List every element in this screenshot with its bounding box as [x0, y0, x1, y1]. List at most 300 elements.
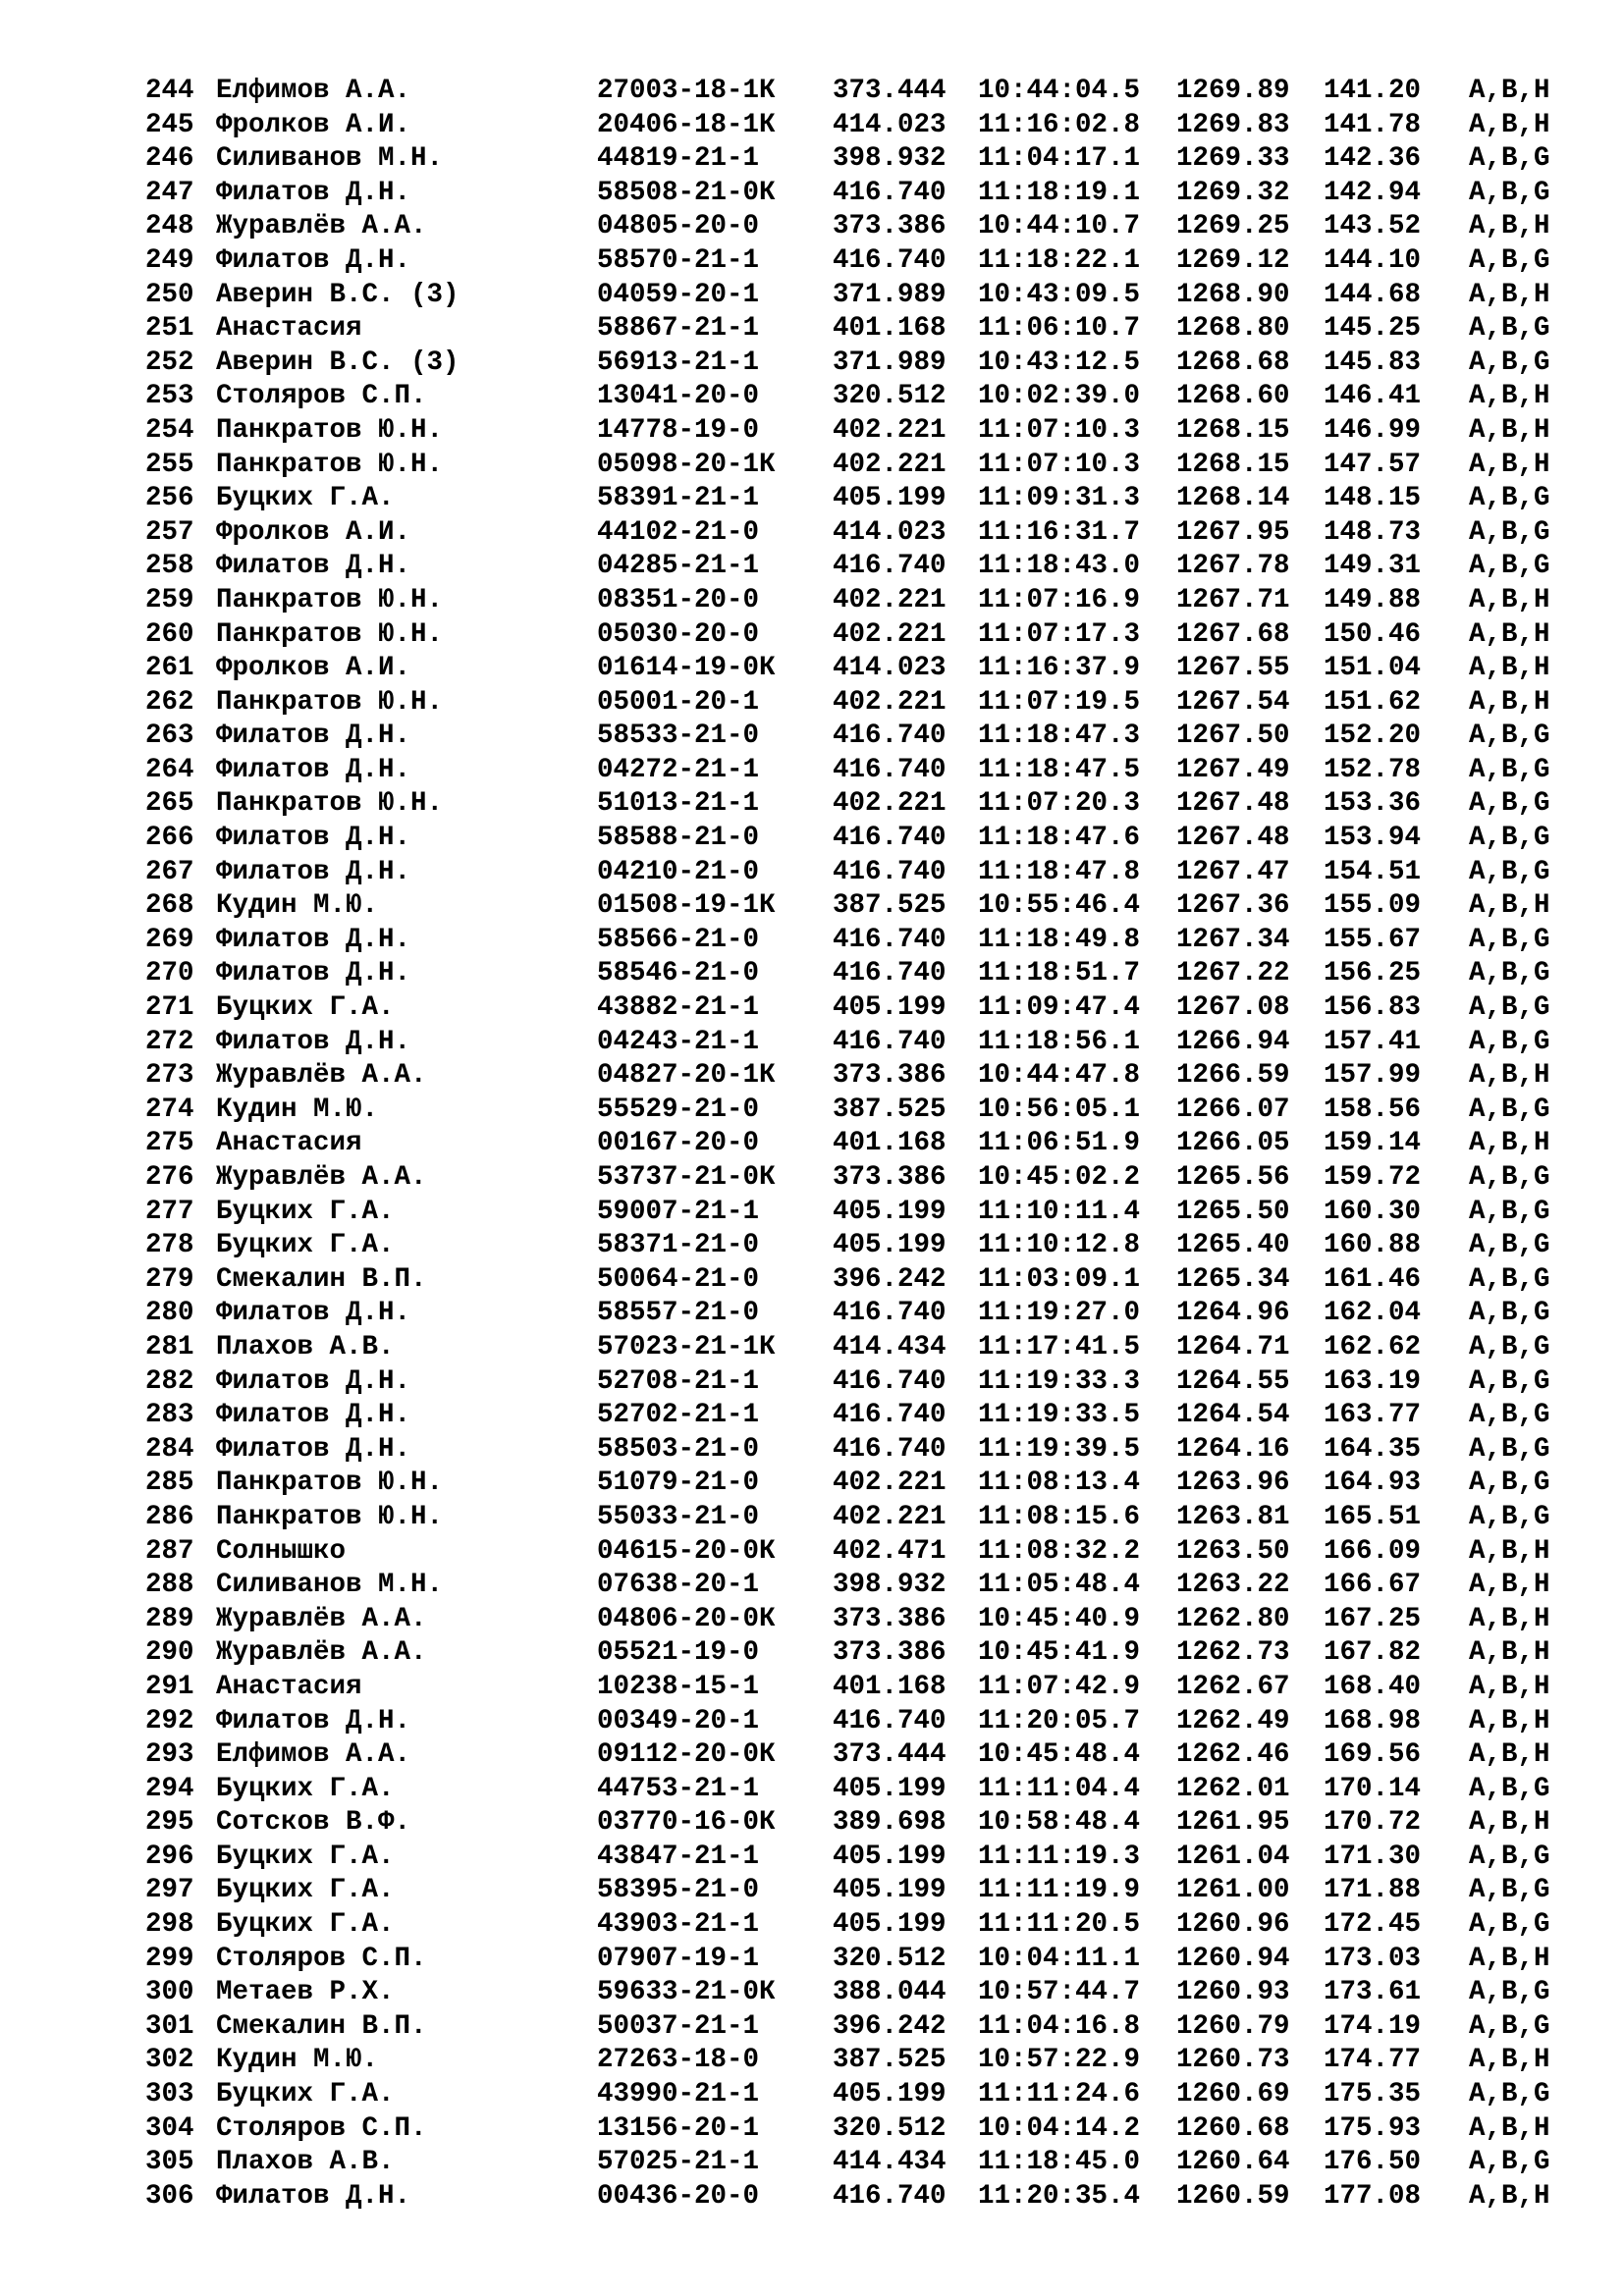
ring-number-cell: 58546-21-0 [597, 958, 760, 989]
fancier-name-cell: Журавлёв А.А. [216, 1603, 427, 1634]
coefficient-cell: 175.35 [1324, 2079, 1422, 2110]
arrival-time-cell: 11:18:47.3 [978, 721, 1141, 752]
place-cell: 288 [145, 1570, 194, 1601]
distance-cell: 405.199 [833, 1230, 947, 1261]
ring-number-cell: 57025-21-1 [597, 2147, 760, 2178]
table-row [145, 1059, 1559, 1094]
coefficient-cell: 155.09 [1324, 890, 1422, 922]
coefficient-cell: 152.20 [1324, 721, 1422, 752]
arrival-time-cell: 10:04:14.2 [978, 2112, 1141, 2144]
categories-cell: A,B,G [1469, 1230, 1550, 1261]
arrival-time-cell: 10:44:04.5 [978, 76, 1141, 106]
fancier-name-cell: Журавлёв А.А. [216, 1162, 427, 1193]
categories-cell: A,B,G [1469, 788, 1550, 820]
coefficient-cell: 154.51 [1324, 856, 1422, 887]
categories-cell: A,B,G [1469, 823, 1550, 854]
arrival-time-cell: 11:18:45.0 [978, 2147, 1141, 2178]
categories-cell: A,B,G [1469, 177, 1550, 208]
speed-cell: 1262.49 [1176, 1705, 1290, 1736]
distance-cell: 405.199 [833, 483, 947, 514]
categories-cell: A,B,H [1469, 1060, 1550, 1092]
table-row [145, 1908, 1559, 1943]
arrival-time-cell: 11:18:22.1 [978, 244, 1141, 276]
ring-number-cell: 53737-21-0К [597, 1162, 776, 1193]
categories-cell: A,B,G [1469, 1298, 1550, 1329]
table-row [145, 584, 1559, 618]
coefficient-cell: 173.03 [1324, 1943, 1422, 1974]
coefficient-cell: 164.93 [1324, 1468, 1422, 1499]
place-cell: 247 [145, 177, 194, 208]
speed-cell: 1267.54 [1176, 686, 1290, 718]
ring-number-cell: 13156-20-1 [597, 2112, 760, 2144]
place-cell: 292 [145, 1705, 194, 1736]
categories-cell: A,B,G [1469, 347, 1550, 378]
fancier-name-cell: Филатов Д.Н. [216, 856, 411, 887]
categories-cell: A,B,G [1469, 1433, 1550, 1465]
place-cell: 253 [145, 381, 194, 412]
place-cell: 252 [145, 347, 194, 378]
place-cell: 280 [145, 1298, 194, 1329]
speed-cell: 1261.00 [1176, 1875, 1290, 1906]
table-row [145, 1263, 1559, 1298]
table-row [145, 787, 1559, 822]
place-cell: 278 [145, 1230, 194, 1261]
distance-cell: 416.740 [833, 2180, 947, 2212]
speed-cell: 1267.36 [1176, 890, 1290, 922]
distance-cell: 416.740 [833, 721, 947, 752]
speed-cell: 1260.93 [1176, 1977, 1290, 2008]
distance-cell: 414.434 [833, 1331, 947, 1362]
place-cell: 283 [145, 1400, 194, 1431]
speed-cell: 1267.71 [1176, 584, 1290, 615]
place-cell: 306 [145, 2180, 194, 2212]
coefficient-cell: 167.25 [1324, 1603, 1422, 1634]
table-row [145, 177, 1559, 211]
fancier-name-cell: Филатов Д.Н. [216, 551, 411, 582]
categories-cell: A,B,G [1469, 143, 1550, 175]
table-row [145, 210, 1559, 244]
table-row [145, 1671, 1559, 1705]
distance-cell: 416.740 [833, 856, 947, 887]
place-cell: 291 [145, 1671, 194, 1702]
speed-cell: 1265.50 [1176, 1196, 1290, 1227]
fancier-name-cell: Анастасия [216, 1128, 362, 1159]
place-cell: 273 [145, 1060, 194, 1092]
ring-number-cell: 44102-21-0 [597, 516, 760, 548]
categories-cell: A,B,G [1469, 856, 1550, 887]
place-cell: 244 [145, 76, 194, 106]
ring-number-cell: 10238-15-1 [597, 1671, 760, 1702]
fancier-name-cell: Аверин В.С. (3) [216, 347, 460, 378]
coefficient-cell: 147.57 [1324, 449, 1422, 480]
distance-cell: 405.199 [833, 992, 947, 1024]
fancier-name-cell: Кудин М.Ю. [216, 2045, 379, 2076]
coefficient-cell: 153.94 [1324, 823, 1422, 854]
table-row [145, 1636, 1559, 1671]
ring-number-cell: 43882-21-1 [597, 992, 760, 1024]
speed-cell: 1262.73 [1176, 1637, 1290, 1669]
arrival-time-cell: 11:06:51.9 [978, 1128, 1141, 1159]
categories-cell: A,B,G [1469, 483, 1550, 514]
ring-number-cell: 04243-21-1 [597, 1026, 760, 1057]
fancier-name-cell: Филатов Д.Н. [216, 1026, 411, 1057]
coefficient-cell: 157.99 [1324, 1060, 1422, 1092]
categories-cell: A,B,G [1469, 2147, 1550, 2178]
categories-cell: A,B,H [1469, 1535, 1550, 1567]
coefficient-cell: 173.61 [1324, 1977, 1422, 2008]
fancier-name-cell: Филатов Д.Н. [216, 823, 411, 854]
categories-cell: A,B,G [1469, 1400, 1550, 1431]
coefficient-cell: 142.36 [1324, 143, 1422, 175]
categories-cell: A,B,G [1469, 1196, 1550, 1227]
speed-cell: 1260.96 [1176, 1909, 1290, 1941]
speed-cell: 1263.81 [1176, 1501, 1290, 1532]
ring-number-cell: 27003-18-1К [597, 76, 776, 106]
ring-number-cell: 05521-19-0 [597, 1637, 760, 1669]
coefficient-cell: 168.98 [1324, 1705, 1422, 1736]
arrival-time-cell: 11:08:32.2 [978, 1535, 1141, 1567]
arrival-time-cell: 11:11:04.4 [978, 1773, 1141, 1804]
table-row [145, 2180, 1559, 2215]
speed-cell: 1266.05 [1176, 1128, 1290, 1159]
fancier-name-cell: Журавлёв А.А. [216, 211, 427, 242]
place-cell: 290 [145, 1637, 194, 1669]
place-cell: 299 [145, 1943, 194, 1974]
speed-cell: 1267.95 [1176, 516, 1290, 548]
speed-cell: 1260.68 [1176, 2112, 1290, 2144]
coefficient-cell: 158.56 [1324, 1094, 1422, 1125]
table-row [145, 1603, 1559, 1637]
arrival-time-cell: 11:04:17.1 [978, 143, 1141, 175]
ring-number-cell: 44753-21-1 [597, 1773, 760, 1804]
table-row [145, 2112, 1559, 2147]
speed-cell: 1267.22 [1176, 958, 1290, 989]
fancier-name-cell: Панкратов Ю.Н. [216, 449, 444, 480]
distance-cell: 402.221 [833, 584, 947, 615]
speed-cell: 1268.90 [1176, 279, 1290, 310]
speed-cell: 1260.69 [1176, 2079, 1290, 2110]
coefficient-cell: 174.19 [1324, 2010, 1422, 2042]
table-row [145, 1501, 1559, 1535]
distance-cell: 405.199 [833, 1841, 947, 1872]
fancier-name-cell: Смекалин В.П. [216, 1263, 427, 1295]
results-table [145, 75, 1559, 2214]
ring-number-cell: 05098-20-1К [597, 449, 776, 480]
distance-cell: 387.525 [833, 2045, 947, 2076]
categories-cell: A,B,G [1469, 721, 1550, 752]
speed-cell: 1267.48 [1176, 823, 1290, 854]
place-cell: 282 [145, 1365, 194, 1397]
table-row [145, 414, 1559, 449]
coefficient-cell: 146.99 [1324, 414, 1422, 446]
fancier-name-cell: Филатов Д.Н. [216, 244, 411, 276]
place-cell: 289 [145, 1603, 194, 1634]
table-row [145, 1569, 1559, 1603]
coefficient-cell: 171.88 [1324, 1875, 1422, 1906]
coefficient-cell: 151.62 [1324, 686, 1422, 718]
table-row [145, 1433, 1559, 1468]
arrival-time-cell: 11:19:39.5 [978, 1433, 1141, 1465]
arrival-time-cell: 10:04:11.1 [978, 1943, 1141, 1974]
speed-cell: 1268.14 [1176, 483, 1290, 514]
fancier-name-cell: Буцких Г.А. [216, 1909, 395, 1941]
table-row [145, 652, 1559, 686]
distance-cell: 402.221 [833, 686, 947, 718]
coefficient-cell: 157.41 [1324, 1026, 1422, 1057]
place-cell: 271 [145, 992, 194, 1024]
fancier-name-cell: Панкратов Ю.Н. [216, 618, 444, 650]
place-cell: 264 [145, 754, 194, 785]
arrival-time-cell: 11:16:02.8 [978, 109, 1141, 140]
distance-cell: 396.242 [833, 1263, 947, 1295]
ring-number-cell: 59007-21-1 [597, 1196, 760, 1227]
categories-cell: A,B,H [1469, 1128, 1550, 1159]
distance-cell: 373.386 [833, 1603, 947, 1634]
place-cell: 245 [145, 109, 194, 140]
coefficient-cell: 163.77 [1324, 1400, 1422, 1431]
place-cell: 270 [145, 958, 194, 989]
table-row [145, 1127, 1559, 1161]
arrival-time-cell: 11:07:19.5 [978, 686, 1141, 718]
ring-number-cell: 51013-21-1 [597, 788, 760, 820]
speed-cell: 1268.60 [1176, 381, 1290, 412]
coefficient-cell: 149.31 [1324, 551, 1422, 582]
arrival-time-cell: 10:45:41.9 [978, 1637, 1141, 1669]
table-row [145, 957, 1559, 991]
ring-number-cell: 52702-21-1 [597, 1400, 760, 1431]
distance-cell: 414.023 [833, 653, 947, 684]
coefficient-cell: 159.72 [1324, 1162, 1422, 1193]
speed-cell: 1263.22 [1176, 1570, 1290, 1601]
speed-cell: 1265.40 [1176, 1230, 1290, 1261]
table-row [145, 1976, 1559, 2010]
coefficient-cell: 143.52 [1324, 211, 1422, 242]
speed-cell: 1263.96 [1176, 1468, 1290, 1499]
fancier-name-cell: Филатов Д.Н. [216, 1298, 411, 1329]
fancier-name-cell: Филатов Д.Н. [216, 754, 411, 785]
ring-number-cell: 01614-19-0К [597, 653, 776, 684]
distance-cell: 416.740 [833, 1365, 947, 1397]
speed-cell: 1260.59 [1176, 2180, 1290, 2212]
distance-cell: 402.221 [833, 1468, 947, 1499]
arrival-time-cell: 11:18:56.1 [978, 1026, 1141, 1057]
place-cell: 274 [145, 1094, 194, 1125]
categories-cell: A,B,G [1469, 244, 1550, 276]
fancier-name-cell: Сотсков В.Ф. [216, 1807, 411, 1839]
ring-number-cell: 58533-21-0 [597, 721, 760, 752]
speed-cell: 1267.48 [1176, 788, 1290, 820]
speed-cell: 1260.94 [1176, 1943, 1290, 1974]
coefficient-cell: 162.04 [1324, 1298, 1422, 1329]
speed-cell: 1264.71 [1176, 1331, 1290, 1362]
coefficient-cell: 148.15 [1324, 483, 1422, 514]
coefficient-cell: 145.25 [1324, 313, 1422, 345]
categories-cell: A,B,G [1469, 313, 1550, 345]
speed-cell: 1269.83 [1176, 109, 1290, 140]
categories-cell: A,B,G [1469, 924, 1550, 955]
place-cell: 277 [145, 1196, 194, 1227]
coefficient-cell: 145.83 [1324, 347, 1422, 378]
distance-cell: 405.199 [833, 1909, 947, 1941]
coefficient-cell: 142.94 [1324, 177, 1422, 208]
coefficient-cell: 160.88 [1324, 1230, 1422, 1261]
speed-cell: 1269.32 [1176, 177, 1290, 208]
categories-cell: A,B,G [1469, 1501, 1550, 1532]
table-row [145, 1026, 1559, 1060]
ring-number-cell: 44819-21-1 [597, 143, 760, 175]
place-cell: 285 [145, 1468, 194, 1499]
categories-cell: A,B,G [1469, 2079, 1550, 2110]
arrival-time-cell: 11:11:20.5 [978, 1909, 1141, 1941]
place-cell: 298 [145, 1909, 194, 1941]
fancier-name-cell: Фролков А.И. [216, 516, 411, 548]
coefficient-cell: 174.77 [1324, 2045, 1422, 2076]
place-cell: 254 [145, 414, 194, 446]
arrival-time-cell: 11:18:49.8 [978, 924, 1141, 955]
coefficient-cell: 166.67 [1324, 1570, 1422, 1601]
table-row [145, 1161, 1559, 1196]
speed-cell: 1264.16 [1176, 1433, 1290, 1465]
speed-cell: 1260.79 [1176, 2010, 1290, 2042]
place-cell: 287 [145, 1535, 194, 1567]
fancier-name-cell: Филатов Д.Н. [216, 721, 411, 752]
categories-cell: A,B,G [1469, 2010, 1550, 2042]
ring-number-cell: 50064-21-0 [597, 1263, 760, 1295]
speed-cell: 1267.47 [1176, 856, 1290, 887]
place-cell: 260 [145, 618, 194, 650]
distance-cell: 416.740 [833, 924, 947, 955]
place-cell: 246 [145, 143, 194, 175]
arrival-time-cell: 11:18:47.5 [978, 754, 1141, 785]
speed-cell: 1261.95 [1176, 1807, 1290, 1839]
place-cell: 259 [145, 584, 194, 615]
place-cell: 266 [145, 823, 194, 854]
fancier-name-cell: Филатов Д.Н. [216, 1705, 411, 1736]
table-row [145, 1365, 1559, 1400]
fancier-name-cell: Филатов Д.Н. [216, 1365, 411, 1397]
coefficient-cell: 141.78 [1324, 109, 1422, 140]
fancier-name-cell: Столяров С.П. [216, 381, 427, 412]
table-row [145, 2078, 1559, 2112]
categories-cell: A,B,G [1469, 1773, 1550, 1804]
ring-number-cell: 58588-21-0 [597, 823, 760, 854]
arrival-time-cell: 11:08:13.4 [978, 1468, 1141, 1499]
table-row [145, 1331, 1559, 1365]
arrival-time-cell: 10:45:02.2 [978, 1162, 1141, 1193]
ring-number-cell: 04272-21-1 [597, 754, 760, 785]
ring-number-cell: 57023-21-1К [597, 1331, 776, 1362]
ring-number-cell: 07907-19-1 [597, 1943, 760, 1974]
place-cell: 248 [145, 211, 194, 242]
distance-cell: 416.740 [833, 823, 947, 854]
place-cell: 301 [145, 2010, 194, 2042]
place-cell: 267 [145, 856, 194, 887]
distance-cell: 402.221 [833, 618, 947, 650]
fancier-name-cell: Метаев Р.Х. [216, 1977, 395, 2008]
table-row [145, 449, 1559, 483]
distance-cell: 373.386 [833, 1637, 947, 1669]
fancier-name-cell: Солнышко [216, 1535, 347, 1567]
ring-number-cell: 08351-20-0 [597, 584, 760, 615]
distance-cell: 416.740 [833, 1705, 947, 1736]
fancier-name-cell: Плахов А.В. [216, 2147, 395, 2178]
place-cell: 265 [145, 788, 194, 820]
arrival-time-cell: 11:04:16.8 [978, 2010, 1141, 2042]
distance-cell: 402.221 [833, 414, 947, 446]
coefficient-cell: 170.72 [1324, 1807, 1422, 1839]
arrival-time-cell: 11:11:19.3 [978, 1841, 1141, 1872]
ring-number-cell: 27263-18-0 [597, 2045, 760, 2076]
coefficient-cell: 164.35 [1324, 1433, 1422, 1465]
speed-cell: 1262.46 [1176, 1739, 1290, 1771]
arrival-time-cell: 11:05:48.4 [978, 1570, 1141, 1601]
table-row [145, 75, 1559, 109]
distance-cell: 402.221 [833, 788, 947, 820]
fancier-name-cell: Филатов Д.Н. [216, 2180, 411, 2212]
arrival-time-cell: 11:09:31.3 [978, 483, 1141, 514]
distance-cell: 373.386 [833, 1060, 947, 1092]
fancier-name-cell: Аверин В.С. (3) [216, 279, 460, 310]
ring-number-cell: 04059-20-1 [597, 279, 760, 310]
place-cell: 249 [145, 244, 194, 276]
categories-cell: A,B,H [1469, 76, 1550, 106]
coefficient-cell: 146.41 [1324, 381, 1422, 412]
arrival-time-cell: 11:07:42.9 [978, 1671, 1141, 1702]
ring-number-cell: 58867-21-1 [597, 313, 760, 345]
place-cell: 268 [145, 890, 194, 922]
fancier-name-cell: Панкратов Ю.Н. [216, 686, 444, 718]
ring-number-cell: 55033-21-0 [597, 1501, 760, 1532]
speed-cell: 1264.54 [1176, 1400, 1290, 1431]
speed-cell: 1263.50 [1176, 1535, 1290, 1567]
distance-cell: 387.525 [833, 890, 947, 922]
table-row [145, 312, 1559, 347]
table-row [145, 856, 1559, 890]
ring-number-cell: 59633-21-0К [597, 1977, 776, 2008]
ring-number-cell: 14778-19-0 [597, 414, 760, 446]
table-row [145, 1467, 1559, 1501]
ring-number-cell: 05030-20-0 [597, 618, 760, 650]
coefficient-cell: 152.78 [1324, 754, 1422, 785]
categories-cell: A,B,H [1469, 1807, 1550, 1839]
ring-number-cell: 05001-20-1 [597, 686, 760, 718]
distance-cell: 416.740 [833, 244, 947, 276]
distance-cell: 401.168 [833, 1671, 947, 1702]
ring-number-cell: 04615-20-0К [597, 1535, 776, 1567]
distance-cell: 401.168 [833, 313, 947, 345]
place-cell: 284 [145, 1433, 194, 1465]
distance-cell: 371.989 [833, 279, 947, 310]
fancier-name-cell: Филатов Д.Н. [216, 177, 411, 208]
speed-cell: 1261.04 [1176, 1841, 1290, 1872]
categories-cell: A,B,G [1469, 1365, 1550, 1397]
coefficient-cell: 177.08 [1324, 2180, 1422, 2212]
speed-cell: 1265.56 [1176, 1162, 1290, 1193]
arrival-time-cell: 10:44:47.8 [978, 1060, 1141, 1092]
table-row [145, 1229, 1559, 1263]
fancier-name-cell: Буцких Г.А. [216, 1773, 395, 1804]
ring-number-cell: 52708-21-1 [597, 1365, 760, 1397]
fancier-name-cell: Панкратов Ю.Н. [216, 584, 444, 615]
fancier-name-cell: Кудин М.Ю. [216, 1094, 379, 1125]
arrival-time-cell: 11:18:43.0 [978, 551, 1141, 582]
table-row [145, 924, 1559, 958]
distance-cell: 405.199 [833, 1773, 947, 1804]
speed-cell: 1260.64 [1176, 2147, 1290, 2178]
categories-cell: A,B,G [1469, 1841, 1550, 1872]
table-row [145, 380, 1559, 414]
coefficient-cell: 156.25 [1324, 958, 1422, 989]
